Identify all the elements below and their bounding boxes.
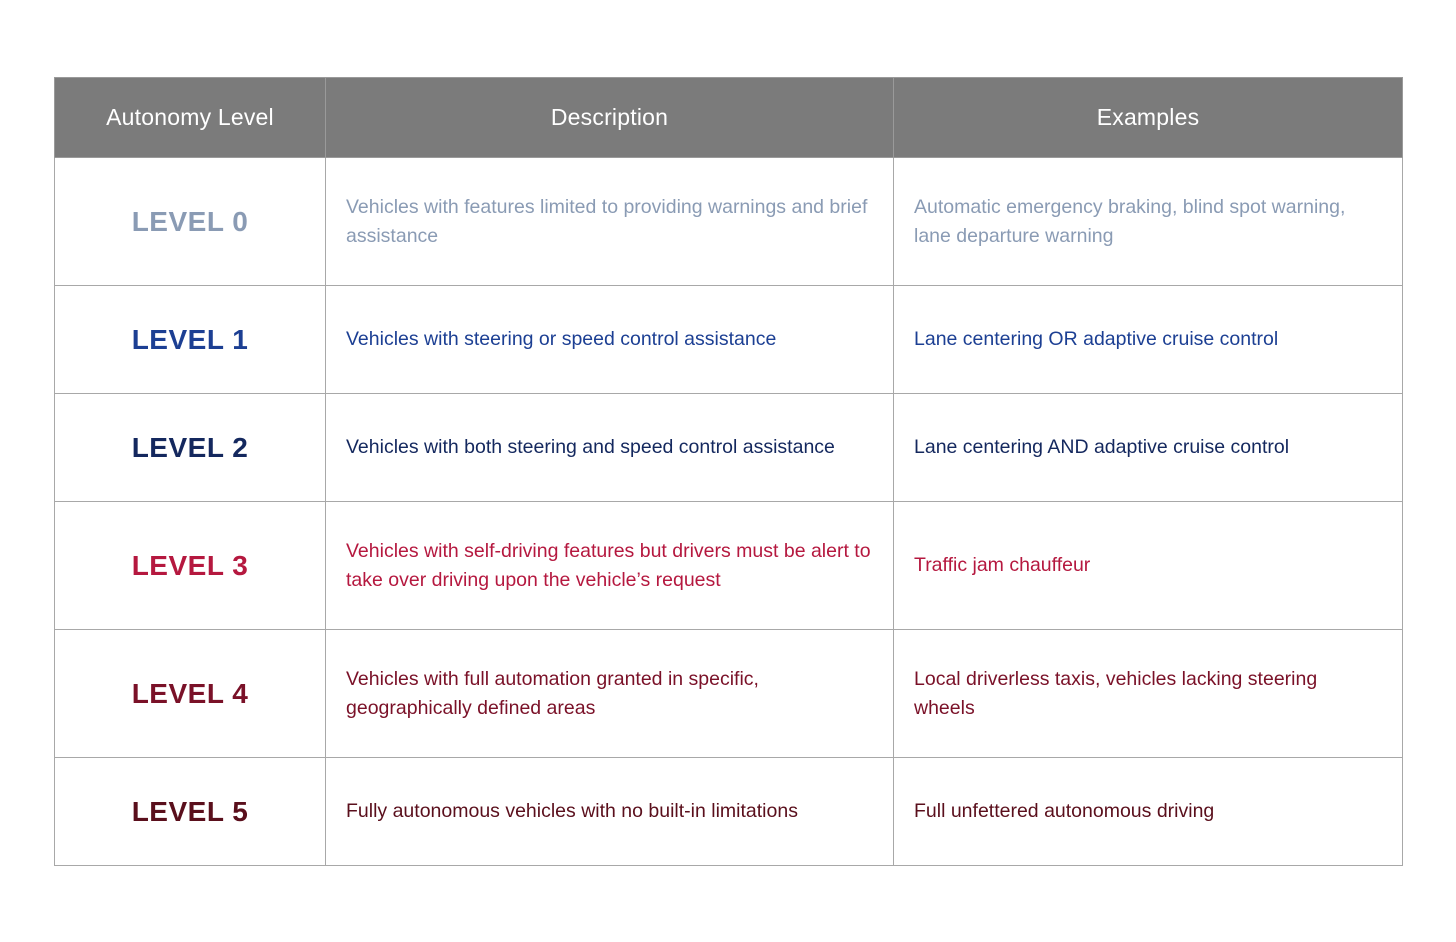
level-examples: Automatic emergency braking, blind spot warning, lane departure warning [894, 158, 1403, 286]
level-description: Fully autonomous vehicles with no built-in limitations [326, 758, 894, 866]
level-label: LEVEL 3 [55, 502, 326, 630]
level-description: Vehicles with steering or speed control assistance [326, 286, 894, 394]
table-row-level-4 [55, 630, 1403, 758]
level-examples: Traffic jam chauffeur [894, 502, 1403, 630]
level-examples: Full unfettered autonomous driving [894, 758, 1403, 866]
header-description: Description [326, 78, 894, 158]
level-label: LEVEL 5 [55, 758, 326, 866]
level-examples: Lane centering AND adaptive cruise control [894, 394, 1403, 502]
header-examples: Examples [894, 78, 1403, 158]
level-label: LEVEL 0 [55, 158, 326, 286]
level-examples: Local driverless taxis, vehicles lacking steering wheels [894, 630, 1403, 758]
level-label: LEVEL 2 [55, 394, 326, 502]
level-description: Vehicles with self-driving features but drivers must be alert to take over driving upon the vehicle’s request [326, 502, 894, 630]
level-description: Vehicles with full automation granted in specific, geographically defined areas [326, 630, 894, 758]
level-description: Vehicles with features limited to providing warnings and brief assistance [326, 158, 894, 286]
level-label: LEVEL 4 [55, 630, 326, 758]
table-row-level-0 [55, 158, 1403, 286]
table-header-row [55, 78, 1403, 158]
level-examples: Lane centering OR adaptive cruise control [894, 286, 1403, 394]
table-row-level-5 [55, 758, 1403, 866]
autonomy-levels-table-container [54, 77, 1402, 866]
header-autonomy-level: Autonomy Level [55, 78, 326, 158]
autonomy-levels-table [54, 77, 1403, 866]
table-row-level-2 [55, 394, 1403, 502]
table-row-level-1 [55, 286, 1403, 394]
level-description: Vehicles with both steering and speed control assistance [326, 394, 894, 502]
table-row-level-3 [55, 502, 1403, 630]
level-label: LEVEL 1 [55, 286, 326, 394]
